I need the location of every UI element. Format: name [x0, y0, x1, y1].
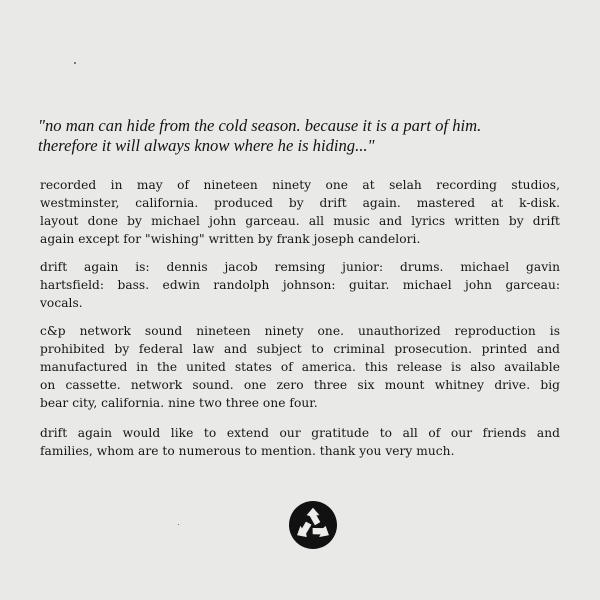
credits-line: recorded in may of nineteen ninety one at selah recording studios,	[40, 178, 560, 192]
thanks-note	[40, 424, 560, 460]
band-members	[40, 258, 560, 312]
members-line: vocals.	[40, 296, 83, 310]
quote-line-1: "no man can hide from the cold season. because it is a part of him.	[38, 116, 482, 135]
thanks-line: drift again would like to extend our gratitude to all of our friends and	[40, 426, 560, 440]
legal-line: c&p network sound nineteen ninety one. unauthorized reproduction is	[40, 324, 560, 338]
members-line: hartsfield: bass. edwin randolph johnson: guitar. michael john garceau:	[40, 278, 560, 292]
legal-line: bear city, california. nine two three one four.	[40, 396, 318, 410]
recycle-icon	[288, 500, 338, 550]
credits-line: westminster, california. produced by drift again. mastered at k-disk.	[40, 196, 560, 210]
legal-line: prohibited by federal law and subject to criminal prosecution. printed and	[40, 342, 560, 356]
legal-line: on cassette. network sound. one zero three six mount whitney drive. big	[40, 378, 560, 392]
credits-line: layout done by michael john garceau. all music and lyrics written by drift	[40, 214, 560, 228]
credits-line: again except for "wishing" written by frank joseph candelori.	[40, 232, 421, 246]
quote-line-2: therefore it will always know where he is hiding..."	[38, 136, 375, 155]
paper-speck	[74, 62, 76, 64]
legal-notice	[40, 322, 560, 412]
thanks-line: families, whom are to numerous to mention. thank you very much.	[40, 444, 455, 458]
recording-credits	[40, 176, 560, 248]
members-line: drift again is: dennis jacob remsing junior: drums. michael gavin	[40, 260, 560, 274]
legal-line: manufactured in the united states of america. this release is also available	[40, 360, 560, 374]
epigraph-quote	[38, 116, 578, 156]
paper-speck	[178, 524, 179, 525]
